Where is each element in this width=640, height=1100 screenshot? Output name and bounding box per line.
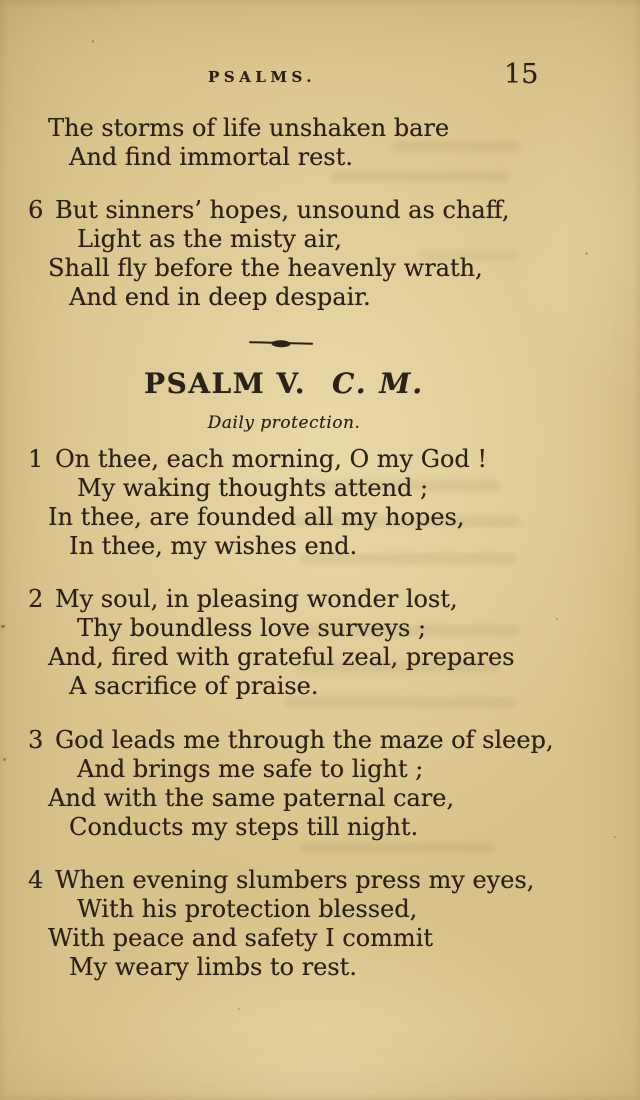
showthrough-mark (330, 171, 510, 182)
verse-stanza-continuation (28, 114, 603, 172)
verse-line: And find immortal rest. (69, 143, 353, 171)
psalm-meter: C. M. (331, 367, 425, 400)
verse-stanza-3 (28, 726, 603, 842)
verse-line: And brings me safe to light ; (77, 755, 424, 783)
paper-speck (92, 40, 94, 43)
verse-line: Thy boundless love surveys ; (77, 614, 426, 642)
verse-line: Light as the misty air, (77, 225, 342, 253)
verse-line: Conducts my steps till night. (69, 813, 419, 841)
verse-line: A sacrifice of praise. (69, 672, 319, 700)
verse-line: In thee, are founded all my hopes, (48, 503, 465, 531)
paper-speck (238, 1008, 240, 1010)
verse-number: 1 (28, 445, 44, 473)
verse-number: 2 (28, 585, 44, 613)
verse-number: 6 (28, 196, 44, 224)
verse-line: And, fired with grateful zeal, prepares (48, 643, 515, 671)
verse-line: My soul, in pleasing wonder lost, (55, 585, 458, 613)
verse-line: But sinners’ hopes, unsound as chaff, (55, 196, 510, 224)
page-number: 15 (504, 59, 539, 90)
psalm-heading (0, 367, 568, 400)
verse-line: The storms of life unshaken bare (48, 114, 450, 142)
paper-speck (3, 758, 6, 761)
verse-number: 3 (28, 726, 44, 754)
verse-line: When evening slumbers press my eyes, (55, 866, 535, 894)
verse-line: And with the same paternal care, (48, 784, 454, 812)
psalm-subtitle: Daily protection. (207, 413, 361, 433)
verse-stanza-6 (28, 196, 603, 312)
psalm-title: PSALM V. (143, 367, 306, 400)
verse-number: 4 (28, 866, 44, 894)
divider-diamond-icon (271, 340, 290, 348)
verse-line: Shall fly before the heavenly wrath, (48, 254, 483, 282)
verse-line: My weary limbs to rest. (69, 953, 357, 981)
verse-line: On thee, each morning, O my God ! (55, 445, 487, 473)
verse-line: And end in deep despair. (69, 283, 371, 311)
verse-stanza-1 (28, 445, 603, 561)
verse-line: My waking thoughts attend ; (77, 474, 429, 502)
verse-line: With peace and safety I commit (48, 924, 433, 952)
verse-line: God leads me through the maze of sleep, (55, 726, 554, 754)
verse-line: With his protection blessed, (77, 895, 418, 923)
section-divider (249, 337, 313, 350)
paper-speck (1, 625, 5, 628)
verse-stanza-2 (28, 585, 603, 701)
paper-speck (614, 836, 616, 838)
verse-stanza-4 (28, 866, 603, 982)
showthrough-mark (300, 842, 495, 853)
verse-line: In thee, my wishes end. (69, 532, 358, 560)
running-header: PSALMS. (208, 68, 316, 86)
